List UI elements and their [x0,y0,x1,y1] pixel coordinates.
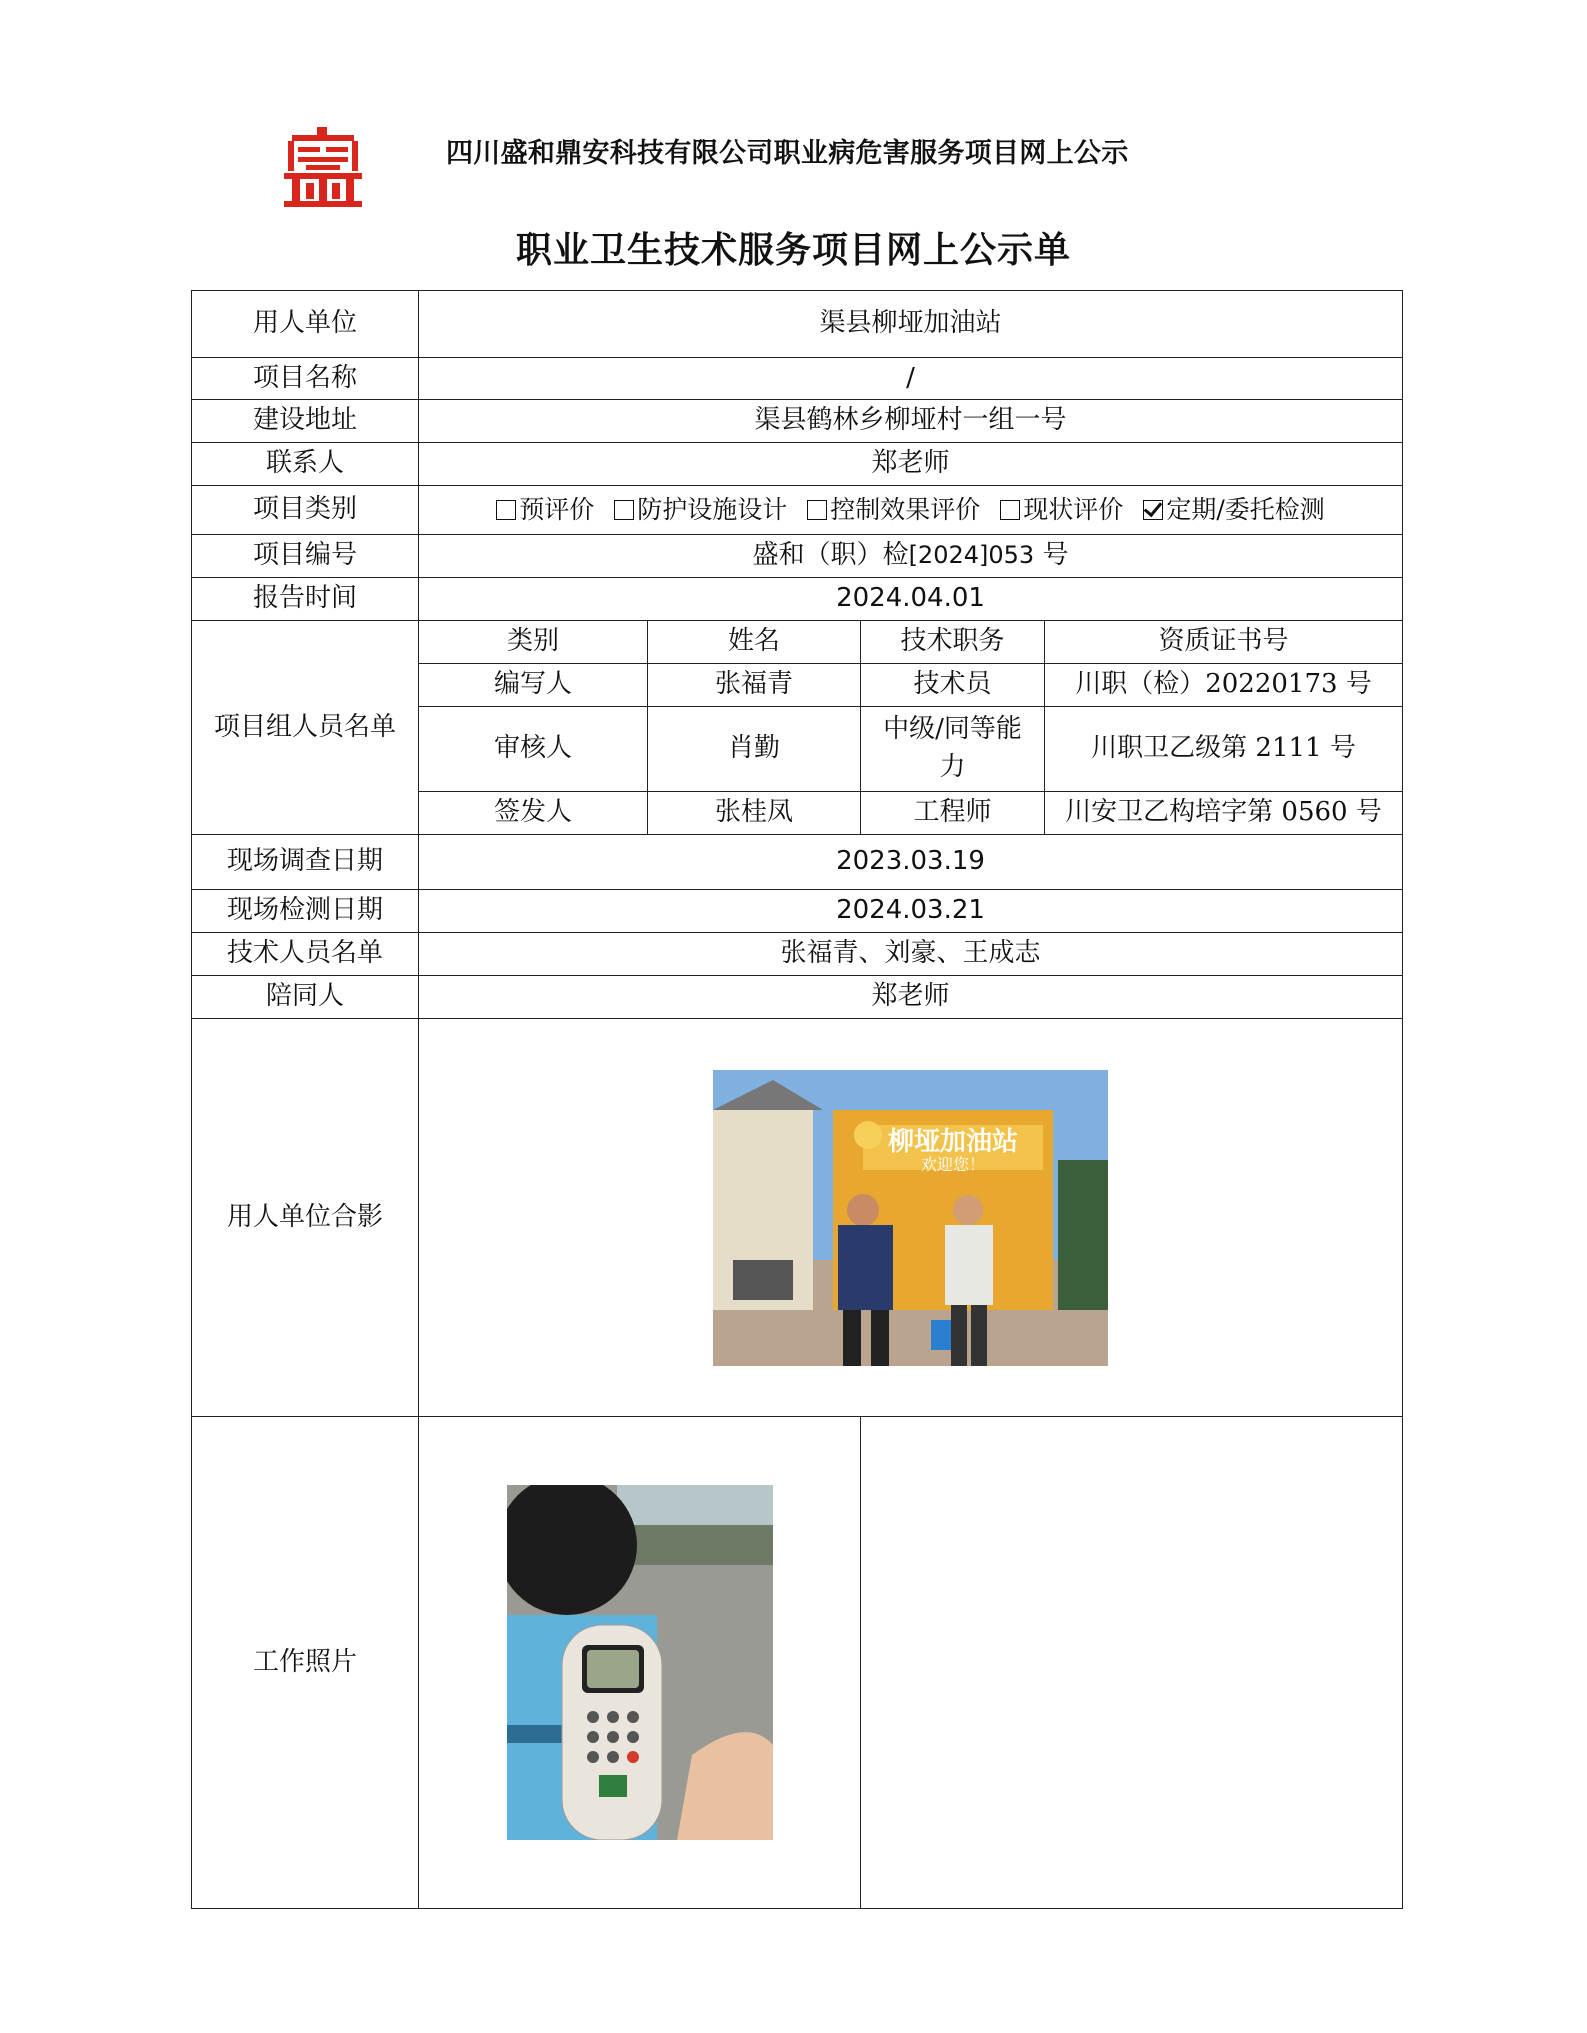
label-escort: 陪同人 [192,976,419,1019]
group-photo-image [713,1070,1108,1366]
label-contact: 联系人 [192,443,419,486]
label-group-photo: 用人单位合影 [192,1019,419,1417]
team-cell: 中级/同等能力 [861,707,1045,792]
team-header-cert: 资质证书号 [1045,621,1403,664]
company-title: 四川盛和鼎安科技有限公司职业病危害服务项目网上公示 [446,138,1129,169]
group-photo-cell [419,1019,1403,1417]
team-cell: 技术员 [861,664,1045,707]
row-survey-date [192,835,1403,890]
label-project-no: 项目编号 [192,535,419,578]
option-periodic-testing[interactable]: 定期/委托检测 [1143,495,1324,524]
work-photo-cell [419,1417,861,1909]
team-header-category: 类别 [419,621,648,664]
team-cell: 签发人 [419,792,648,835]
checkbox-icon[interactable] [614,500,634,520]
row-escort [192,976,1403,1019]
team-header-title: 技术职务 [861,621,1045,664]
label-test-date: 现场检测日期 [192,890,419,933]
label-address: 建设地址 [192,400,419,443]
row-test-date [192,890,1403,933]
row-project-name [192,358,1403,400]
row-employer [192,291,1403,358]
label-report-time: 报告时间 [192,578,419,621]
team-cell: 川安卫乙构培字第 0560 号 [1045,792,1403,835]
work-photo-image [507,1485,773,1840]
team-cell: 川职（检）20220173 号 [1045,664,1403,707]
value-escort: 郑老师 [419,976,1403,1019]
team-header-name: 姓名 [648,621,861,664]
label-work-photo: 工作照片 [192,1417,419,1909]
label-survey-date: 现场调查日期 [192,835,419,890]
value-address: 渠县鹤林乡柳垭村一组一号 [419,400,1403,443]
label-employer: 用人单位 [192,291,419,358]
team-cell: 川职卫乙级第 2111 号 [1045,707,1403,792]
page-header [284,127,1284,211]
disclosure-form-table [191,290,1403,1909]
row-project-no [192,535,1403,578]
team-cell: 肖勤 [648,707,861,792]
checkbox-icon[interactable] [496,500,516,520]
option-status-evaluation[interactable]: 现状评价 [1000,495,1123,524]
option-protection-design[interactable]: 防护设施设计 [614,495,787,524]
value-report-time: 2024.04.01 [419,578,1403,621]
row-category [192,486,1403,535]
team-cell: 工程师 [861,792,1045,835]
empty-photo-cell [861,1417,1403,1909]
sign-subtext: 欢迎您！ [920,1154,986,1174]
row-address [192,400,1403,443]
value-test-date: 2024.03.21 [419,890,1403,933]
row-contact [192,443,1403,486]
checked-checkbox-icon[interactable] [1143,500,1163,520]
value-project-no: 盛和（职）检[2024]053 号 [419,535,1403,578]
label-project-name: 项目名称 [192,358,419,400]
row-report-time [192,578,1403,621]
category-options [419,486,1403,535]
row-group-photo [192,1019,1403,1417]
sign-text: 柳垭加油站 [887,1126,1019,1157]
option-pre-evaluation[interactable]: 预评价 [496,495,594,524]
value-project-name: / [419,358,1403,400]
row-technicians [192,933,1403,976]
option-control-effect[interactable]: 控制效果评价 [807,495,980,524]
team-cell: 编写人 [419,664,648,707]
label-technicians: 技术人员名单 [192,933,419,976]
shenghe-seal-logo-icon [284,127,362,207]
label-category: 项目类别 [192,486,419,535]
team-cell: 张福青 [648,664,861,707]
value-contact: 郑老师 [419,443,1403,486]
team-header-row [192,621,1403,664]
label-team: 项目组人员名单 [192,621,419,835]
value-survey-date: 2023.03.19 [419,835,1403,890]
row-work-photo [192,1417,1403,1909]
checkbox-icon[interactable] [1000,500,1020,520]
value-technicians: 张福青、刘豪、王成志 [419,933,1403,976]
document-title: 职业卫生技术服务项目网上公示单 [515,229,1071,271]
team-cell: 张桂凤 [648,792,861,835]
value-employer: 渠县柳垭加油站 [419,291,1403,358]
checkbox-icon[interactable] [807,500,827,520]
team-cell: 审核人 [419,707,648,792]
